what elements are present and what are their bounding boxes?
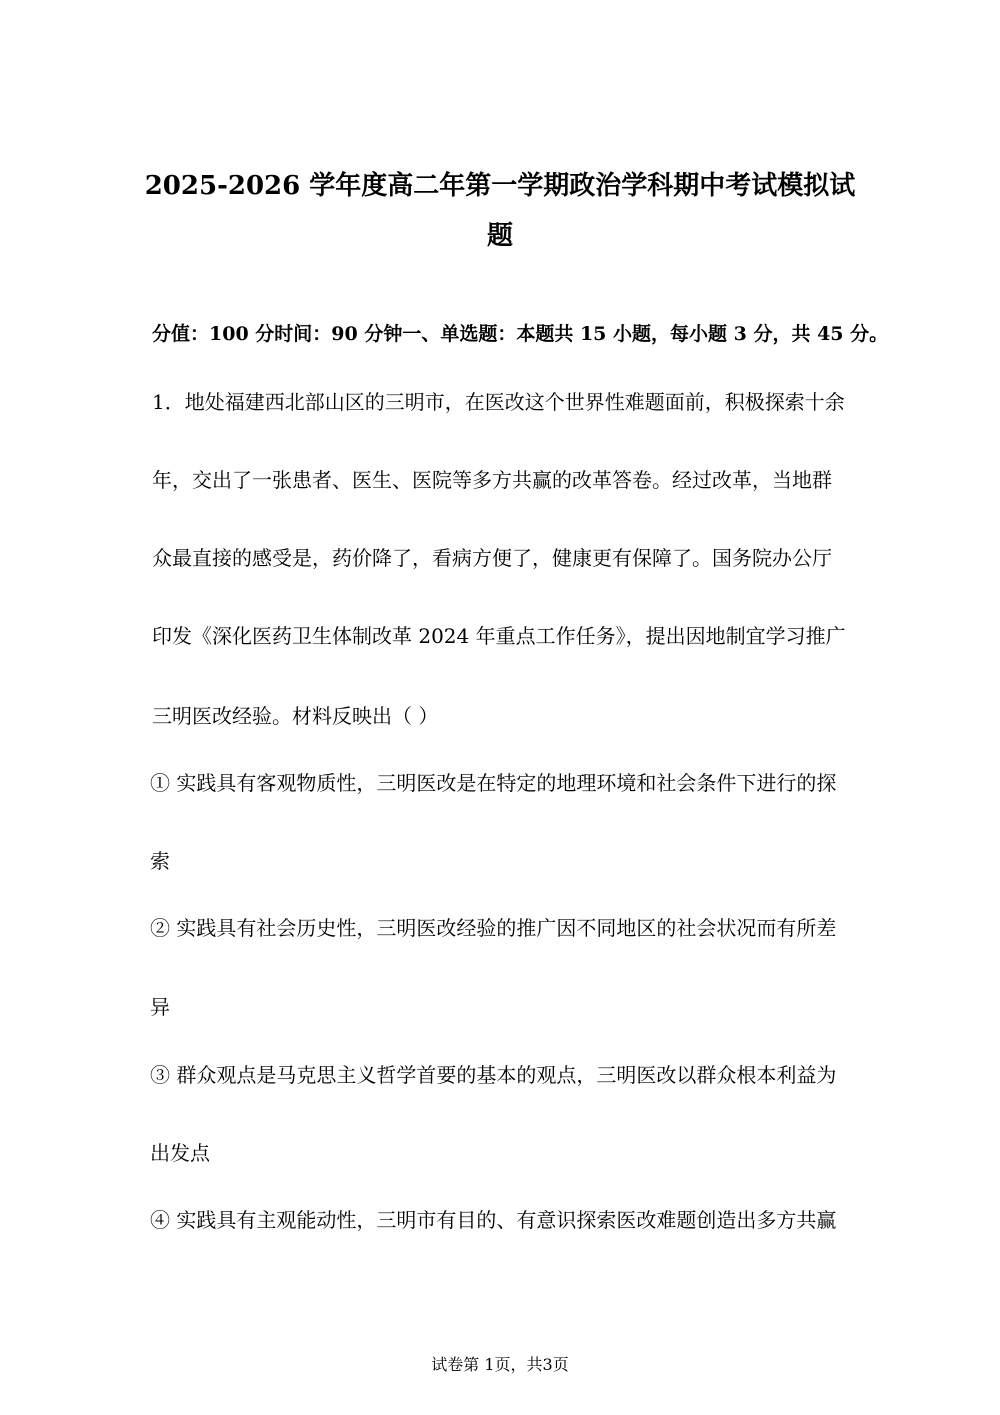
page-footer: 试卷第 1页，共3页 xyxy=(431,1355,569,1374)
question-1-stem-line: 众最直接的感受是，药价降了，看病方便了，健康更有保障了。国务院办公厅 xyxy=(152,546,832,570)
option-4-line-1: ④ 实践具有主观能动性，三明市有目的、有意识探索医改难题创造出多方共赢 xyxy=(150,1208,837,1232)
option-3-line-1: ③ 群众观点是马克思主义哲学首要的基本的观点，三明医改以群众根本利益为 xyxy=(150,1063,837,1087)
option-1-line-2: 索 xyxy=(150,849,170,873)
option-1-line-1: ① 实践具有客观物质性，三明医改是在特定的地理环境和社会条件下进行的探 xyxy=(150,771,837,795)
question-1-stem-line: 印发《深化医药卫生体制改革 2024 年重点工作任务》，提出因地制宜学习推广 xyxy=(152,624,846,648)
question-1-stem-line: 三明医改经验。材料反映出（ ） xyxy=(152,704,439,728)
question-1-stem-line: 年，交出了一张患者、医生、医院等多方共赢的改革答卷。经过改革，当地群 xyxy=(152,468,832,492)
option-3-line-2: 出发点 xyxy=(150,1141,210,1165)
exam-title-line-2: 题 xyxy=(486,221,513,251)
question-1-stem-line: 1．地处福建西北部山区的三明市，在医改这个世界性难题面前，积极探索十余 xyxy=(152,390,845,414)
option-2-line-1: ② 实践具有社会历史性，三明医改经验的推广因不同地区的社会状况而有所差 xyxy=(150,916,837,940)
exam-title-line-1: 2025-2026 学年度高二年第一学期政治学科期中考试模拟试 xyxy=(144,171,856,201)
exam-info: 分值：100 分时间：90 分钟一、单选题：本题共 15 小题，每小题 3 分，共 45 分。 xyxy=(152,323,889,345)
option-2-line-2: 异 xyxy=(150,995,170,1019)
